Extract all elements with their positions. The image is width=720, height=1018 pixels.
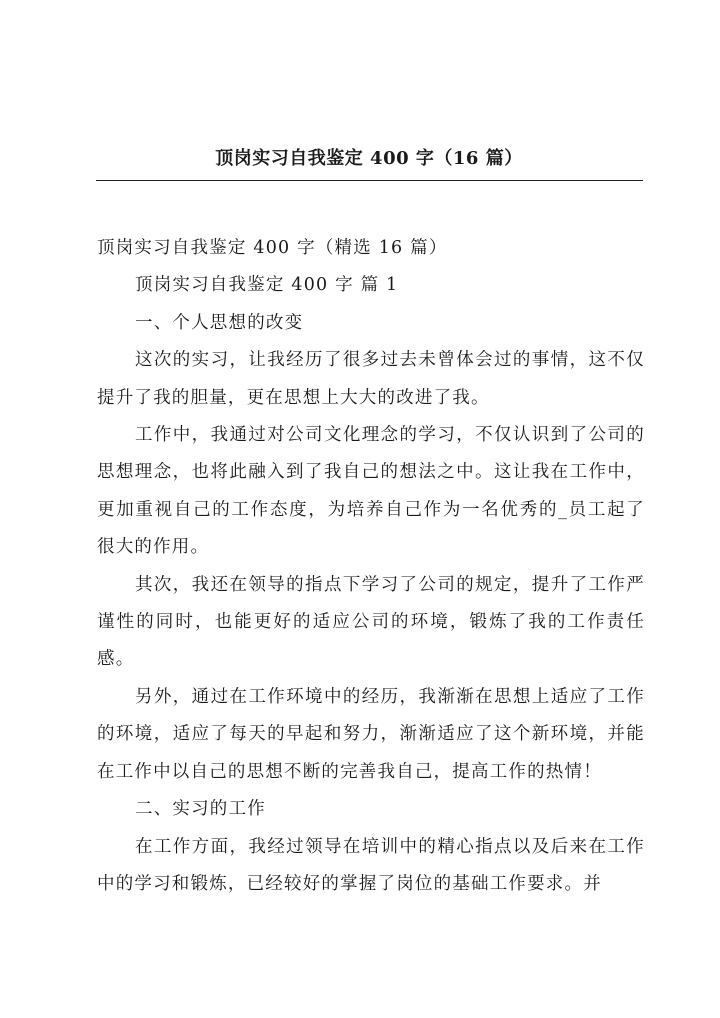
body-paragraph: 在工作方面，我经过领导在培训中的精心指点以及后来在工作中的学习和锻炼，已经较好的掌握了岗位的基础工作要求。并 [97,836,645,894]
section-heading-paragraph: 顶岗实习自我鉴定 400 字 篇 1 [135,275,399,296]
subtitle-paragraph: 顶岗实习自我鉴定 400 字（精选 16 篇） [97,238,448,258]
document-body [97,230,645,903]
document-title: 顶岗实习自我鉴定 400 字（16 篇） [215,148,523,169]
body-paragraph: 另外，通过在工作环境中的经历，我渐渐在思想上适应了工作的环境，适应了每天的早起和努力，渐渐适应了这个新环境，并能在工作中以自己的思想不断的完善我自己，提高工作的热情！ [97,686,645,782]
body-paragraph: 工作中，我通过对公司文化理念的学习，不仅认识到了公司的思想理念，也将此融入到了我自己的想法之中。这让我在工作中，更加重视自己的工作态度，为培养自己作为一名优秀的_员工起了很大的作用。 [97,425,645,558]
heading-paragraph: 一、个人思想的改变 [135,312,304,333]
heading-paragraph: 二、实习的工作 [135,799,266,820]
body-paragraph: 这次的实习，让我经历了很多过去未曾体会过的事情，这不仅提升了我的胆量，更在思想上大大的改进了我。 [97,350,645,408]
title-underline-rule [96,180,643,181]
body-paragraph: 其次，我还在领导的指点下学习了公司的规定，提升了工作严谨性的同时，也能更好的适应公司的环境，锻炼了我的工作责任感。 [97,574,645,670]
